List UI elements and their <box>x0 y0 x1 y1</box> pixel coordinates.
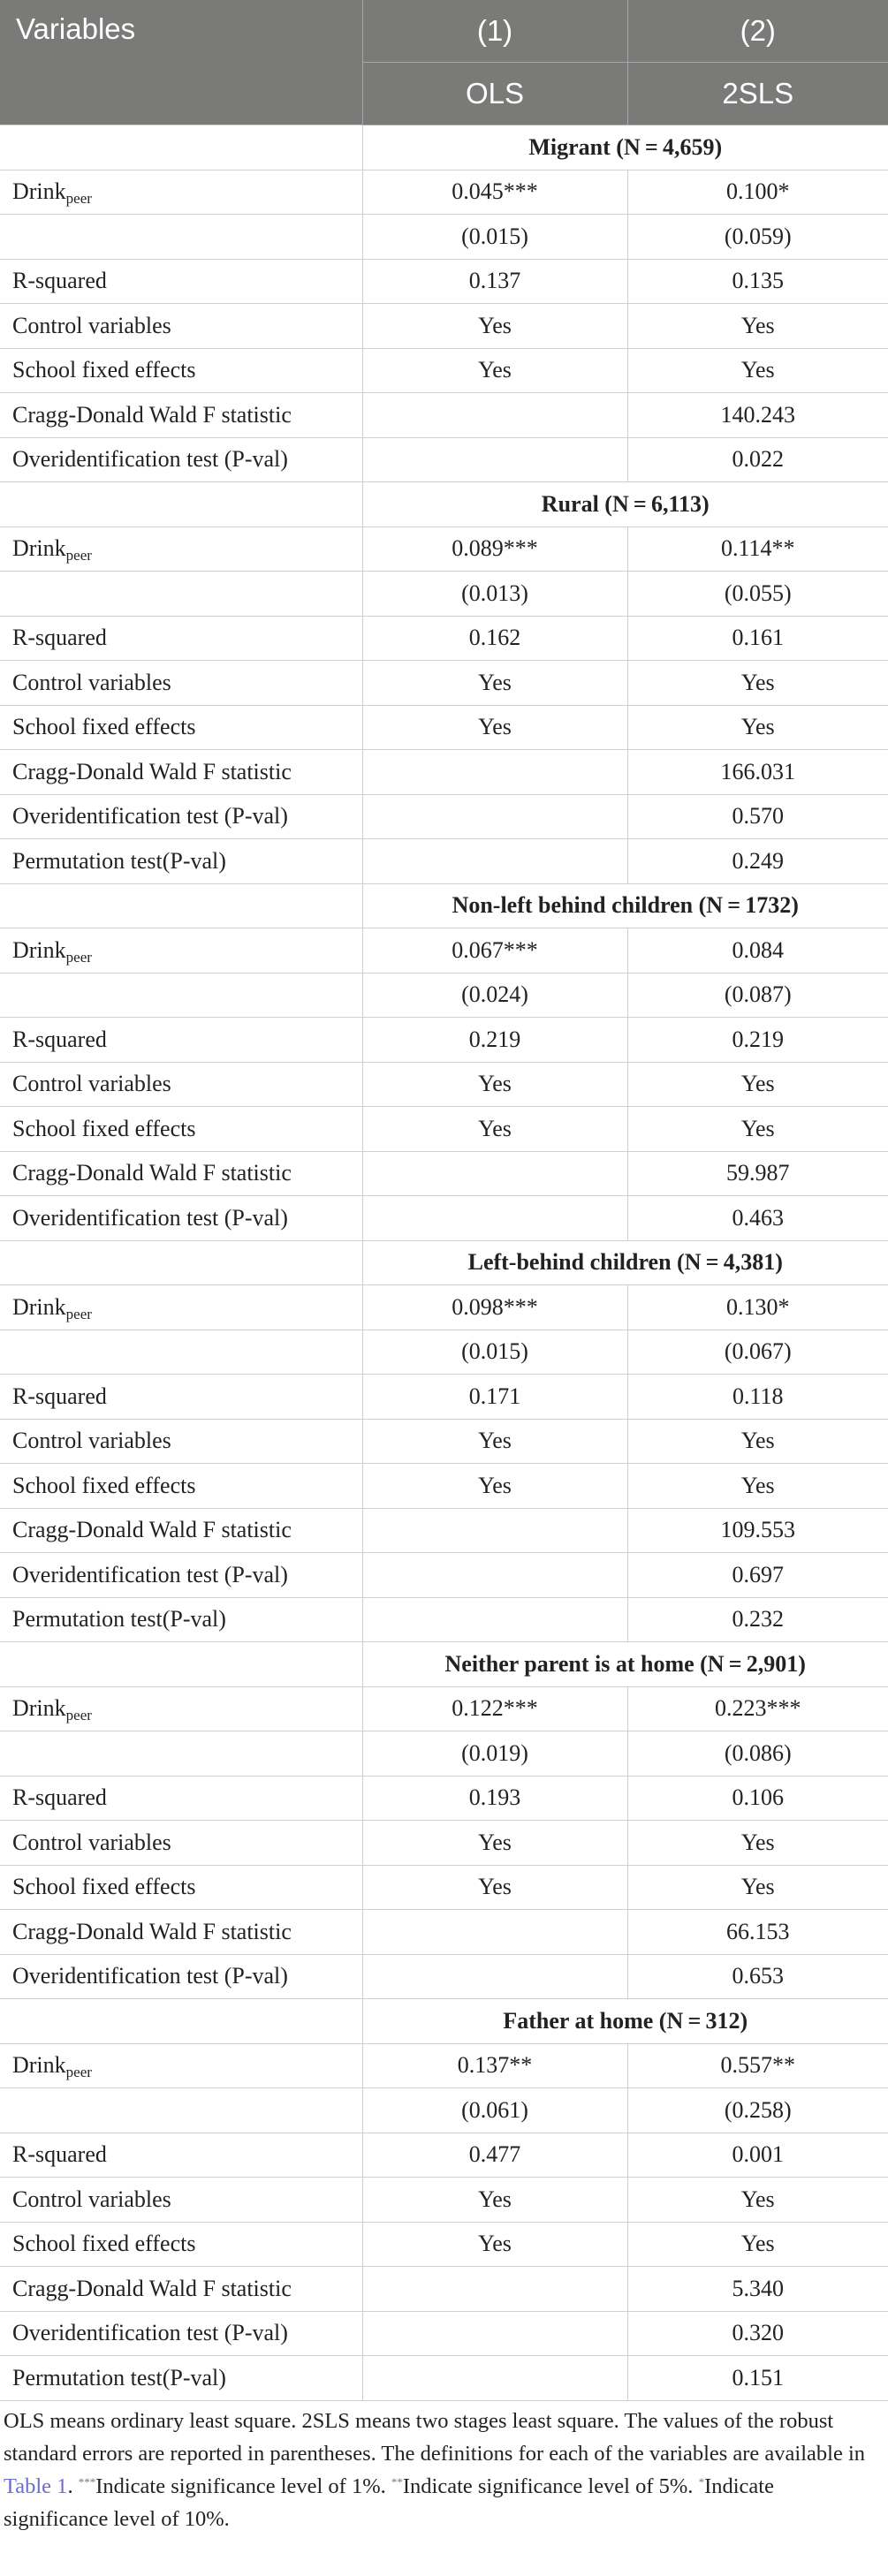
header-col1-method: OLS <box>362 63 627 125</box>
table-row <box>0 170 888 215</box>
row-label-text: Cragg-Donald Wald F statistic <box>12 1517 292 1543</box>
table-row <box>0 1597 888 1642</box>
row-label-text: Overidentification test (P-val) <box>12 1204 288 1231</box>
ols-value <box>362 1151 627 1196</box>
ols-value: (0.019) <box>362 1731 627 1777</box>
row-label-text: Control variables <box>12 312 171 338</box>
tsls-value: 0.557** <box>627 2043 888 2088</box>
row-label <box>0 1686 362 1731</box>
table-row <box>0 215 888 260</box>
tsls-value: Yes <box>627 304 888 349</box>
footnote-mark-5pct: ** <box>391 2474 403 2489</box>
table-row <box>0 1865 888 1910</box>
tsls-value: 0.118 <box>627 1375 888 1420</box>
footnote-mark-1pct: *** <box>78 2474 96 2489</box>
row-label-text: Overidentification test (P-val) <box>12 1963 288 1989</box>
ols-value <box>362 1910 627 1955</box>
table-row <box>0 928 888 974</box>
table-row <box>0 348 888 393</box>
row-label <box>0 348 362 393</box>
tsls-value: 0.320 <box>627 2311 888 2356</box>
table-row <box>0 1553 888 1598</box>
tsls-value: 0.249 <box>627 839 888 884</box>
ols-value: 0.162 <box>362 616 627 661</box>
table-row <box>0 705 888 750</box>
row-label-text: School fixed effects <box>12 1472 196 1498</box>
row-label <box>0 661 362 706</box>
ols-value: Yes <box>362 304 627 349</box>
ols-value: 0.045*** <box>362 170 627 215</box>
tsls-value: 0.219 <box>627 1018 888 1063</box>
table-row <box>0 1776 888 1821</box>
section-title: Migrant (N = 4,659) <box>362 125 888 170</box>
tsls-value: 0.161 <box>627 616 888 661</box>
table-row <box>0 2222 888 2267</box>
row-label-text: R-squared <box>12 2141 107 2168</box>
table-row <box>0 973 888 1018</box>
tsls-value: 109.553 <box>627 1508 888 1553</box>
footnote-mark-10pct: * <box>698 2474 705 2489</box>
ols-value: 0.137** <box>362 2043 627 2088</box>
row-label <box>0 215 362 260</box>
row-label <box>0 1553 362 1598</box>
table-row <box>0 572 888 617</box>
row-label <box>0 2133 362 2178</box>
tsls-value: 140.243 <box>627 393 888 438</box>
tsls-value: Yes <box>627 661 888 706</box>
ols-value: Yes <box>362 2222 627 2267</box>
table-row <box>0 1419 888 1464</box>
row-label <box>0 527 362 572</box>
row-label <box>0 1954 362 1999</box>
table-row <box>0 1686 888 1731</box>
ols-value <box>362 1954 627 1999</box>
row-label <box>0 973 362 1018</box>
header-row-numbers <box>0 0 888 63</box>
table-row <box>0 2267 888 2312</box>
tsls-value: Yes <box>627 2222 888 2267</box>
ols-value <box>362 2267 627 2312</box>
tsls-value: Yes <box>627 1865 888 1910</box>
section-title: Non-left behind children (N = 1732) <box>362 883 888 928</box>
tsls-value: 0.570 <box>627 794 888 839</box>
tsls-value: 0.232 <box>627 1597 888 1642</box>
footnote-text-after-link: . <box>67 2474 79 2498</box>
row-label-text: Permutation test(P-val) <box>12 1606 226 1633</box>
table-row <box>0 2178 888 2223</box>
tsls-value: 0.100* <box>627 170 888 215</box>
tsls-value: Yes <box>627 2178 888 2223</box>
row-label <box>0 259 362 304</box>
ols-value: Yes <box>362 1464 627 1509</box>
ols-value: (0.015) <box>362 1330 627 1375</box>
ols-value <box>362 1196 627 1241</box>
ols-value: (0.061) <box>362 2088 627 2133</box>
header-variables: Variables <box>0 0 362 125</box>
table-row <box>0 1151 888 1196</box>
tsls-value: (0.059) <box>627 215 888 260</box>
ols-value: Yes <box>362 1821 627 1866</box>
row-label <box>0 794 362 839</box>
ols-value <box>362 1553 627 1598</box>
ols-value: Yes <box>362 1865 627 1910</box>
table-row <box>0 1330 888 1375</box>
row-label-text: Overidentification test (P-val) <box>12 2320 288 2346</box>
section-header-row <box>0 883 888 928</box>
tsls-value: (0.258) <box>627 2088 888 2133</box>
row-label <box>0 1776 362 1821</box>
row-label <box>0 2178 362 2223</box>
tsls-value: 0.135 <box>627 259 888 304</box>
table-row <box>0 1196 888 1241</box>
table-row <box>0 1821 888 1866</box>
section-header-row <box>0 1642 888 1687</box>
section-title: Left-behind children (N = 4,381) <box>362 1240 888 1285</box>
table-row <box>0 1375 888 1420</box>
row-label <box>0 2222 362 2267</box>
row-label-text: Permutation test(P-val) <box>12 847 226 874</box>
row-label-text: School fixed effects <box>12 714 196 740</box>
tsls-value: 0.653 <box>627 1954 888 1999</box>
section-header-blank <box>0 1642 362 1687</box>
ols-value: Yes <box>362 705 627 750</box>
row-label-text: School fixed effects <box>12 1874 196 1900</box>
table-row <box>0 259 888 304</box>
ols-value <box>362 1508 627 1553</box>
row-label-text: Cragg-Donald Wald F statistic <box>12 1160 292 1186</box>
section-title: Rural (N = 6,113) <box>362 482 888 527</box>
ols-value: 0.137 <box>362 259 627 304</box>
row-label-text: Control variables <box>12 2186 171 2212</box>
tsls-value: 5.340 <box>627 2267 888 2312</box>
row-label-text: R-squared <box>12 1784 107 1811</box>
section-header-row <box>0 1240 888 1285</box>
table-row <box>0 1285 888 1330</box>
row-label-text: Cragg-Donald Wald F statistic <box>12 1918 292 1944</box>
tsls-value: (0.067) <box>627 1330 888 1375</box>
table-row <box>0 1910 888 1955</box>
row-label <box>0 304 362 349</box>
ols-value: Yes <box>362 1062 627 1107</box>
header-col2-method: 2SLS <box>627 63 888 125</box>
row-label-subscript: peer <box>65 190 92 208</box>
row-label-text: Overidentification test (P-val) <box>12 1561 288 1587</box>
row-label-text: Control variables <box>12 1829 171 1855</box>
table-row <box>0 1464 888 1509</box>
section-header-row <box>0 482 888 527</box>
tsls-value: Yes <box>627 1464 888 1509</box>
row-label <box>0 1419 362 1464</box>
tsls-value: 0.223*** <box>627 1686 888 1731</box>
tsls-value: (0.055) <box>627 572 888 617</box>
footnote-1pct: Indicate significance level of 1%. <box>95 2474 391 2498</box>
tsls-value: 0.022 <box>627 437 888 482</box>
section-header-blank <box>0 125 362 170</box>
table-row <box>0 2043 888 2088</box>
row-label-text: R-squared <box>12 625 107 651</box>
row-label-text: School fixed effects <box>12 357 196 383</box>
row-label-text: Drink <box>12 1293 66 1320</box>
ols-value: 0.122*** <box>362 1686 627 1731</box>
row-label-text: Drink <box>12 936 66 963</box>
ols-value <box>362 437 627 482</box>
row-label-text: School fixed effects <box>12 1115 196 1141</box>
row-label <box>0 2311 362 2356</box>
table1-link[interactable]: Table 1 <box>4 2474 68 2498</box>
table-row <box>0 2088 888 2133</box>
table-row <box>0 2133 888 2178</box>
table-row <box>0 527 888 572</box>
row-label <box>0 1464 362 1509</box>
row-label-text: Control variables <box>12 1071 171 1097</box>
ols-value <box>362 393 627 438</box>
ols-value: 0.219 <box>362 1018 627 1063</box>
row-label-subscript: peer <box>65 1707 92 1724</box>
row-label-text: Control variables <box>12 1428 171 1454</box>
table-row <box>0 1731 888 1777</box>
row-label <box>0 1910 362 1955</box>
ols-value <box>362 2356 627 2401</box>
tsls-value: 0.084 <box>627 928 888 974</box>
section-header-blank <box>0 482 362 527</box>
row-label <box>0 1285 362 1330</box>
row-label-text: Drink <box>12 2052 66 2079</box>
row-label <box>0 750 362 795</box>
row-label <box>0 1821 362 1866</box>
row-label-text: Overidentification test (P-val) <box>12 803 288 830</box>
row-label-text: Overidentification test (P-val) <box>12 446 288 473</box>
section-title: Father at home (N = 312) <box>362 1999 888 2044</box>
row-label-text: Drink <box>12 1695 66 1722</box>
table-row <box>0 839 888 884</box>
tsls-value: 0.151 <box>627 2356 888 2401</box>
table-row <box>0 1018 888 1063</box>
table-row <box>0 2311 888 2356</box>
row-label <box>0 1018 362 1063</box>
tsls-value: Yes <box>627 1107 888 1152</box>
row-label <box>0 1151 362 1196</box>
tsls-value: (0.086) <box>627 1731 888 1777</box>
row-label <box>0 1508 362 1553</box>
footnote-5pct: Indicate significance level of 5%. <box>402 2474 699 2498</box>
ols-value: 0.089*** <box>362 527 627 572</box>
row-label-subscript: peer <box>65 2064 92 2081</box>
row-label <box>0 2088 362 2133</box>
table-row <box>0 794 888 839</box>
tsls-value: 166.031 <box>627 750 888 795</box>
row-label-text: Permutation test(P-val) <box>12 2364 226 2390</box>
tsls-value: Yes <box>627 1419 888 1464</box>
ols-value: (0.015) <box>362 215 627 260</box>
row-label <box>0 616 362 661</box>
row-label-text: R-squared <box>12 1383 107 1409</box>
row-label <box>0 170 362 215</box>
row-label <box>0 1062 362 1107</box>
tsls-value: 0.697 <box>627 1553 888 1598</box>
ols-value: Yes <box>362 1107 627 1152</box>
section-header-blank <box>0 1999 362 2044</box>
row-label-text: R-squared <box>12 268 107 294</box>
row-label-text: R-squared <box>12 1026 107 1052</box>
tsls-value: 0.130* <box>627 1285 888 1330</box>
tsls-value: 0.463 <box>627 1196 888 1241</box>
row-label-subscript: peer <box>65 1305 92 1322</box>
tsls-value: 66.153 <box>627 1910 888 1955</box>
ols-value <box>362 2311 627 2356</box>
tsls-value: Yes <box>627 1062 888 1107</box>
ols-value <box>362 750 627 795</box>
table-row <box>0 1062 888 1107</box>
ols-value <box>362 839 627 884</box>
ols-value: 0.171 <box>362 1375 627 1420</box>
tsls-value: 59.987 <box>627 1151 888 1196</box>
section-header-blank <box>0 1240 362 1285</box>
row-label <box>0 1731 362 1777</box>
ols-value: (0.024) <box>362 973 627 1018</box>
ols-value <box>362 1597 627 1642</box>
row-label <box>0 437 362 482</box>
ols-value: (0.013) <box>362 572 627 617</box>
section-header-row <box>0 1999 888 2044</box>
header-col1-number: (1) <box>362 0 627 63</box>
row-label <box>0 1597 362 1642</box>
row-label <box>0 2267 362 2312</box>
footnote-10pct: Indicate significance level of 10%. <box>4 2474 774 2531</box>
header-col2-number: (2) <box>627 0 888 63</box>
ols-value: 0.477 <box>362 2133 627 2178</box>
row-label <box>0 705 362 750</box>
ols-value: 0.067*** <box>362 928 627 974</box>
row-label-text: Control variables <box>12 669 171 695</box>
ols-value: 0.098*** <box>362 1285 627 1330</box>
tsls-value: Yes <box>627 348 888 393</box>
row-label <box>0 572 362 617</box>
row-label <box>0 928 362 974</box>
table-row <box>0 1107 888 1152</box>
ols-value: Yes <box>362 2178 627 2223</box>
table-row <box>0 304 888 349</box>
row-label-text: Cragg-Donald Wald F statistic <box>12 401 292 428</box>
ols-value: Yes <box>362 348 627 393</box>
tsls-value: (0.087) <box>627 973 888 1018</box>
row-label <box>0 1865 362 1910</box>
row-label <box>0 2043 362 2088</box>
row-label-text: Drink <box>12 535 66 562</box>
tsls-value: Yes <box>627 1821 888 1866</box>
row-label <box>0 1196 362 1241</box>
row-label <box>0 1375 362 1420</box>
row-label-text: Drink <box>12 178 66 205</box>
row-label-subscript: peer <box>65 547 92 564</box>
row-label <box>0 393 362 438</box>
table-body <box>0 125 888 2401</box>
row-label <box>0 1330 362 1375</box>
ols-value <box>362 794 627 839</box>
table-row <box>0 1508 888 1553</box>
row-label-text: Cragg-Donald Wald F statistic <box>12 758 292 784</box>
tsls-value: 0.114** <box>627 527 888 572</box>
section-header-blank <box>0 883 362 928</box>
tsls-value: Yes <box>627 705 888 750</box>
table-row <box>0 616 888 661</box>
footnote-text: OLS means ordinary least square. 2SLS means two stages least square. The values of the robust standard errors are reported in parentheses. The definitions for each of the variables are available in <box>4 2408 866 2466</box>
table-row <box>0 2356 888 2401</box>
ols-value: Yes <box>362 1419 627 1464</box>
table-row <box>0 661 888 706</box>
table-row <box>0 1954 888 1999</box>
ols-value: 0.193 <box>362 1776 627 1821</box>
tsls-value: 0.106 <box>627 1776 888 1821</box>
row-label <box>0 1107 362 1152</box>
table-row <box>0 437 888 482</box>
section-header-row <box>0 125 888 170</box>
row-label-text: School fixed effects <box>12 2231 196 2257</box>
row-label <box>0 2356 362 2401</box>
section-title: Neither parent is at home (N = 2,901) <box>362 1642 888 1687</box>
row-label-text: Cragg-Donald Wald F statistic <box>12 2275 292 2301</box>
row-label-subscript: peer <box>65 948 92 966</box>
table-row <box>0 750 888 795</box>
table-row <box>0 393 888 438</box>
ols-value: Yes <box>362 661 627 706</box>
table-header <box>0 0 888 125</box>
tsls-value: 0.001 <box>627 2133 888 2178</box>
row-label <box>0 839 362 884</box>
table-footnote <box>0 2401 888 2535</box>
